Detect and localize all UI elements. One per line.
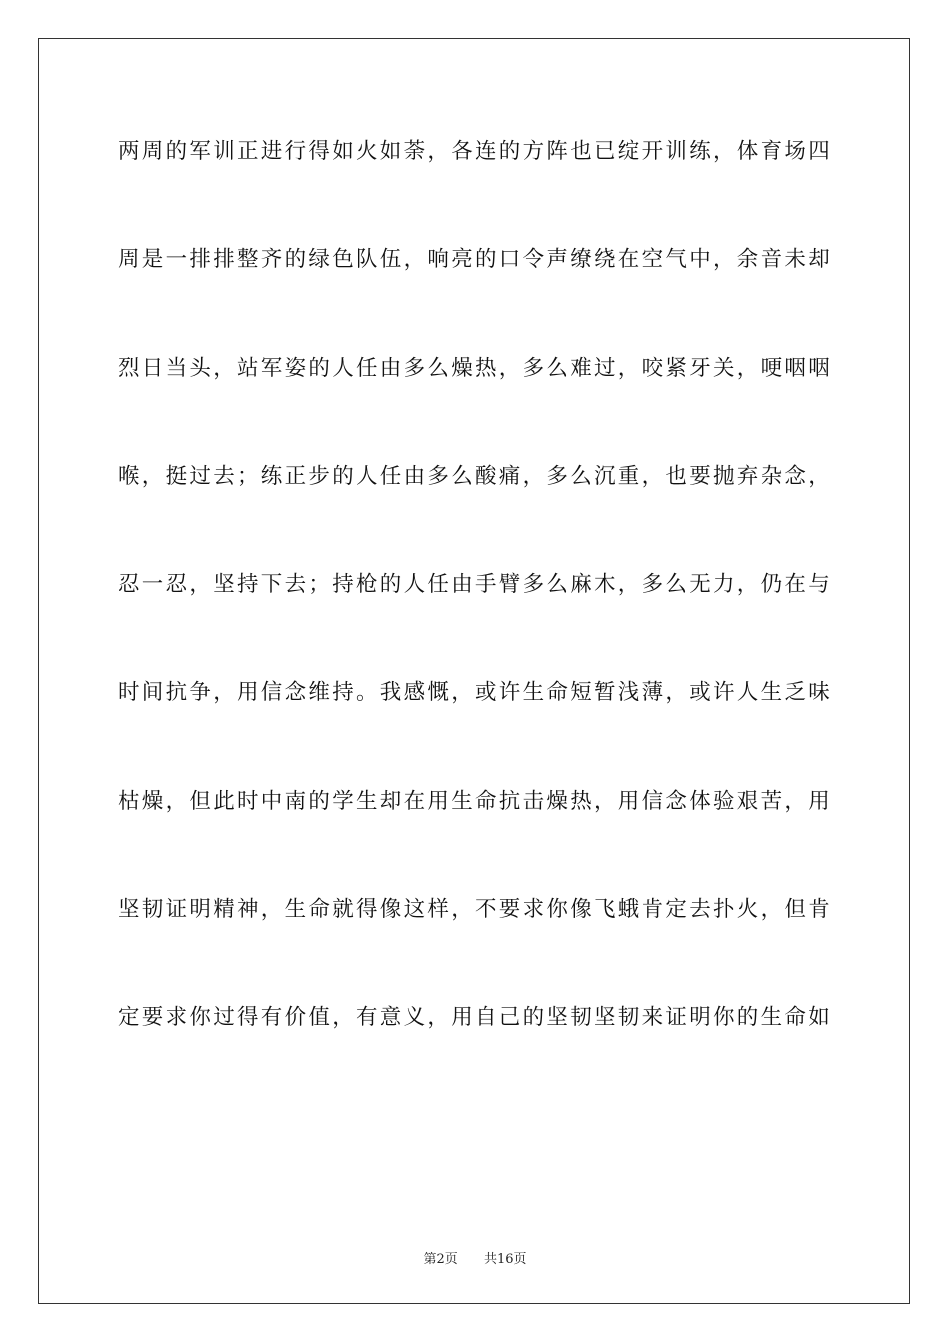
text-line: 两周的军训正进行得如火如荼，各连的方阵也已绽开训练，体育场四 xyxy=(118,139,833,164)
page-footer xyxy=(0,1248,950,1267)
document-body xyxy=(118,130,834,1105)
text-line: 枯燥，但此时中南的学生却在用生命抗击燥热，用信念体验艰苦，用 xyxy=(118,788,833,814)
text-line: 忍一忍，坚持下去；持枪的人任由手臂多么麻木，多么无力，仍在与 xyxy=(118,572,833,598)
page-number-total: 共16页 xyxy=(484,1252,527,1267)
text-line: 定要求你过得有价值，有意义，用自己的坚韧坚韧来证明你的生命如 xyxy=(118,1005,833,1031)
text-line: 坚韧证明精神，生命就得像这样，不要求你像飞蛾肯定去扑火，但肯 xyxy=(118,897,833,923)
text-line: 周是一排排整齐的绿色队伍，响亮的口令声缭绕在空气中，余音未却 xyxy=(118,247,833,273)
text-line: 时间抗争，用信念维持。我感慨，或许生命短暂浅薄，或许人生乏味 xyxy=(118,680,833,706)
text-line: 喉，挺过去；练正步的人任由多么酸痛，多么沉重，也要抛弃杂念， xyxy=(118,463,833,489)
page-number-current: 第2页 xyxy=(423,1252,458,1267)
text-line: 烈日当头，站军姿的人任由多么燥热，多么难过，咬紧牙关，哽咽咽 xyxy=(118,355,833,381)
